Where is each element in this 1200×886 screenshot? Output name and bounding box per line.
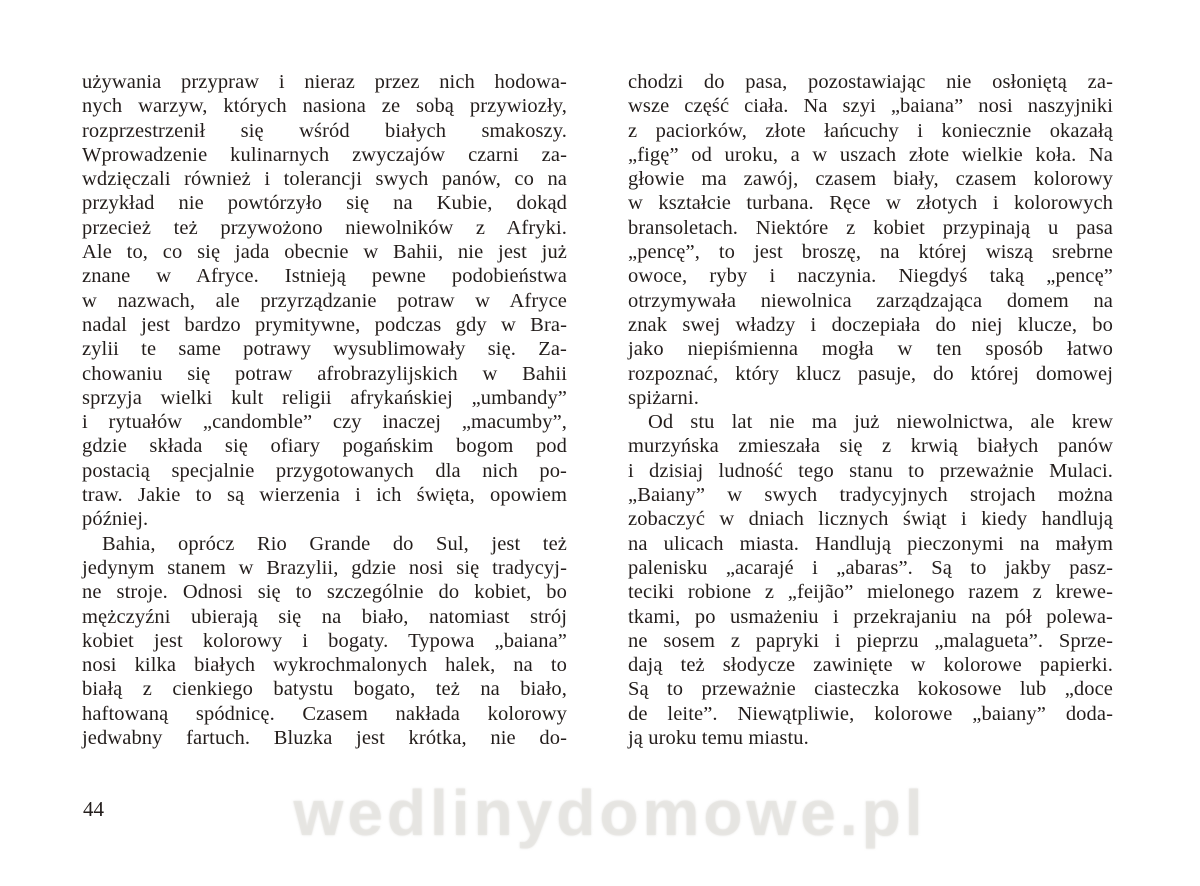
text-line: otrzymywała niewolnica zarządzająca domem na [628, 289, 1113, 312]
watermark: wedlinydomowe.pl [293, 777, 927, 849]
text-line: rozpoznać, który klucz pasuje, do której domowej [628, 362, 1113, 385]
text-line: wdzięczali również i tolerancji swych panów, co na [82, 168, 567, 191]
text-line: chodzi do pasa, pozostawiając nie osłoniętą za- [628, 71, 1113, 93]
text-line: Są to przeważnie ciasteczka kokosowe lub „doce [628, 678, 1113, 701]
text-line: z paciorków, złote łańcuchy i koniecznie okazałą [628, 119, 1113, 142]
text-line: nych warzyw, których nasiona ze sobą przywiozły, [82, 95, 567, 118]
text-line: ne stroje. Odnosi się to szczególnie do kobiet, bo [82, 581, 567, 604]
text-line: haftowaną spódnicę. Czasem nakłada kolorowy [82, 702, 567, 725]
text-line: sprzyja wielki kult religii afrykańskiej „umbandy” [82, 386, 567, 409]
text-line: dają też słodycze zawinięte w kolorowe papierki. [628, 654, 1113, 677]
text-line: chowaniu się potraw afrobrazylijskich w Bahii [82, 362, 567, 385]
text-line: ne sosem z papryki i pieprzu „malagueta”. Sprze- [628, 629, 1113, 652]
text-line: Wprowadzenie kulinarnych zwyczajów czarni za- [82, 143, 567, 166]
text-line: bransoletach. Niektóre z kobiet przypinają u pasa [628, 216, 1113, 239]
text-line: gdzie składa się ofiary pogańskim bogom pod [82, 435, 567, 458]
text-line: głowie ma zawój, czasem biały, czasem kolorowy [628, 168, 1113, 191]
text-line: nosi kilka białych wykrochmalonych halek, na to [82, 654, 567, 677]
left-column [82, 70, 567, 750]
text-line: palenisku „acarajé i „abaras”. Są to jakby pasz- [628, 556, 1113, 579]
text-line: przecież też przywożono niewolników z Afryki. [82, 216, 567, 239]
text-line: na ulicach miasta. Handlują pieczonymi na małym [628, 532, 1113, 555]
text-line: w kształcie turbana. Ręce w złotych i kolorowych [628, 192, 1113, 215]
text-line: jako niepiśmienna mogła w ten sposób łatwo [628, 338, 1113, 361]
text-line: tkami, po usmażeniu i przekrajaniu na pół polewa- [628, 605, 1113, 628]
paragraph-end-line: spiżarni. [628, 386, 699, 409]
text-line: w nazwach, ale przyrządzanie potraw w Afryce [82, 289, 567, 312]
text-line: wsze część ciała. Na szyi „baiana” nosi naszyjniki [628, 95, 1113, 118]
text-line: zylii te same potrawy wysublimowały się. Za- [82, 338, 567, 361]
paragraph-first-line: Bahia, oprócz Rio Grande do Sul, jest też [102, 532, 567, 555]
text-line: traw. Jakie to są wierzenia i ich święta, opowiem [82, 484, 567, 507]
text-line: postacią specjalnie przygotowanych dla nich po- [82, 459, 567, 482]
text-line: znane w Afryce. Istnieją pewne podobieństwa [82, 265, 567, 288]
right-column [628, 70, 1113, 750]
text-line: przykład nie powtórzyło się na Kubie, dokąd [82, 192, 567, 215]
text-line: rozprzestrzenił się wśród białych smakoszy. [82, 119, 567, 142]
text-line: kobiet jest kolorowy i bogaty. Typowa „baiana” [82, 629, 567, 652]
text-line: de leite”. Niewątpliwie, kolorowe „baiany” doda- [628, 702, 1113, 725]
text-line: białą z cienkiego batystu bogato, też na biało, [82, 678, 567, 701]
text-line: „Baiany” w swych tradycyjnych strojach można [628, 484, 1113, 507]
text-line: jedynym stanem w Brazylii, gdzie nosi się tradycyj- [82, 556, 567, 579]
text-line: teciki robione z „feijão” mielonego razem z krewe- [628, 581, 1113, 604]
text-line: i dzisiaj ludność tego stanu to przeważnie Mulaci. [628, 459, 1113, 482]
text-line: „pencę”, to jest broszę, na której wiszą srebrne [628, 241, 1113, 264]
paragraph-end-line: później. [82, 508, 149, 531]
text-line: „figę” od uroku, a w uszach złote wielkie koła. Na [628, 143, 1113, 166]
text-line: używania przypraw i nieraz przez nich hodowa- [82, 71, 567, 93]
text-line: znak swej władzy i doczepiała do niej klucze, bo [628, 313, 1113, 336]
text-line: Ale to, co się jada obecnie w Bahii, nie jest już [82, 241, 567, 264]
paragraph-end-line: ją uroku temu miastu. [628, 727, 809, 750]
text-line: i rytuałów „candomble” czy inaczej „macumby”, [82, 411, 567, 434]
text-line: zobaczyć w dniach licznych świąt i kiedy handlują [628, 508, 1113, 531]
text-line: nadal jest bardzo prymitywne, podczas gdy w Bra- [82, 313, 567, 336]
text-line: jedwabny fartuch. Bluzka jest krótka, nie do- [82, 727, 567, 750]
text-line: owoce, ryby i naczynia. Niegdyś taką „pencę” [628, 265, 1113, 288]
text-line: mężczyźni ubierają się na biało, natomiast strój [82, 605, 567, 628]
paragraph-first-line: Od stu lat nie ma już niewolnictwa, ale krew [648, 411, 1113, 434]
page-number: 44 [83, 797, 104, 821]
text-line: murzyńska zmieszała się z krwią białych panów [628, 435, 1113, 458]
